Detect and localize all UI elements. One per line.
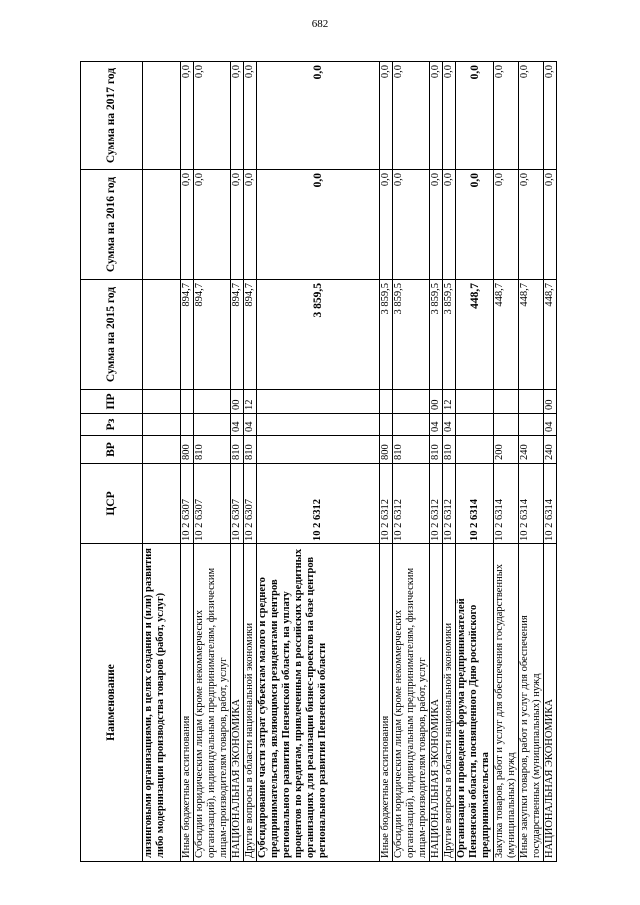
table-row (519, 62, 544, 862)
cell-sum-2016: 0,0 (393, 170, 430, 280)
cell-sum-2017: 0,0 (519, 62, 544, 170)
cell-sum-2015: 3 859,5 (430, 280, 443, 390)
cell-vr: 810 (443, 436, 456, 464)
header-name: Наименование (81, 544, 143, 862)
cell-rz (380, 414, 393, 436)
table-row (194, 62, 231, 862)
cell-rz: 04 (231, 414, 244, 436)
budget-table-container (80, 62, 566, 862)
cell-sum-2015: 448,7 (494, 280, 519, 390)
cell-rz: 04 (443, 414, 456, 436)
cell-name: Закупка товаров, работ и услуг для обеспечения государственных (муниципальных) нужд (494, 544, 519, 862)
cell-sum-2017: 0,0 (494, 62, 519, 170)
table-row (544, 62, 557, 862)
header-vr: ВР (81, 436, 143, 464)
cell-sum-2015: 3 859,5 (257, 280, 380, 390)
cell-sum-2017: 0,0 (544, 62, 557, 170)
cell-sum-2016: 0,0 (519, 170, 544, 280)
cell-vr: 810 (231, 436, 244, 464)
cell-vr: 800 (380, 436, 393, 464)
cell-sum-2017: 0,0 (393, 62, 430, 170)
cell-name: Иные бюджетные ассигнования (380, 544, 393, 862)
cell-vr: 810 (244, 436, 257, 464)
cell-pr (519, 390, 544, 414)
cell-csr: 10 2 6314 (544, 464, 557, 544)
table-row (244, 62, 257, 862)
cell-vr: 240 (519, 436, 544, 464)
cell-vr: 800 (181, 436, 194, 464)
cell-sum-2015: 448,7 (519, 280, 544, 390)
cell-pr (194, 390, 231, 414)
cell-sum-2017: 0,0 (231, 62, 244, 170)
cell-name: Субсидии юридическим лицам (кроме некоммерческих организаций), индивидуальным предпринимателям, физическим лицам-производителям товаров, работ, услуг (393, 544, 430, 862)
cell-pr (181, 390, 194, 414)
cell-sum-2017: 0,0 (244, 62, 257, 170)
budget-table (80, 61, 557, 862)
table-row (257, 62, 380, 862)
cell-sum-2017: 0,0 (430, 62, 443, 170)
cell-rz (494, 414, 519, 436)
cell-sum-2017: 0,0 (456, 62, 494, 170)
cell-sum-2015: 448,7 (544, 280, 557, 390)
cell-vr: 200 (494, 436, 519, 464)
cell-pr: 00 (231, 390, 244, 414)
cell-sum-2016: 0,0 (544, 170, 557, 280)
cell-name: Иные бюджетные ассигнования (181, 544, 194, 862)
cell-pr: 12 (443, 390, 456, 414)
cell-sum-2015: 3 859,5 (443, 280, 456, 390)
cell-rz: 04 (244, 414, 257, 436)
cell-rz: 04 (430, 414, 443, 436)
cell-csr: 10 2 6312 (393, 464, 430, 544)
cell-csr: 10 2 6312 (380, 464, 393, 544)
cell-sum-2016: 0,0 (231, 170, 244, 280)
cell-vr (257, 436, 380, 464)
cell-rz (181, 414, 194, 436)
cell-name: Субсидии юридическим лицам (кроме некоммерческих организаций), индивидуальным предпринимателям, физическим лицам-производителям товаров, работ, услуг (194, 544, 231, 862)
cell-sum-2015: 3 859,5 (380, 280, 393, 390)
cell-sum-2017: 0,0 (194, 62, 231, 170)
cell-pr (494, 390, 519, 414)
cell-sum-2016: 0,0 (494, 170, 519, 280)
cell-rz (456, 414, 494, 436)
cell-sum-2017 (143, 62, 181, 170)
cell-sum-2016: 0,0 (257, 170, 380, 280)
cell-name: Субсидирование части затрат субъектам малого и среднего предпринимательства, являющимся резидентами центров регионального развития Пензенской области, на уплату процентов по кредитам, привлеченным в российских кредитных организациях для реализации бизнес-проектов на базе центров регионального развития Пензенской области (257, 544, 380, 862)
table-row (430, 62, 443, 862)
cell-sum-2017: 0,0 (380, 62, 393, 170)
cell-csr: 10 2 6307 (244, 464, 257, 544)
cell-sum-2016: 0,0 (430, 170, 443, 280)
cell-pr: 00 (430, 390, 443, 414)
cell-pr: 00 (544, 390, 557, 414)
header-sum-2015: Сумма на 2015 год (81, 280, 143, 390)
cell-name: Иные закупки товаров, работ и услуг для обеспечения государственных (муниципальных) нужд (519, 544, 544, 862)
cell-sum-2016: 0,0 (194, 170, 231, 280)
cell-sum-2015: 3 859,5 (393, 280, 430, 390)
cell-pr (143, 390, 181, 414)
table-body (143, 62, 557, 862)
cell-sum-2016: 0,0 (181, 170, 194, 280)
cell-name: НАЦИОНАЛЬНАЯ ЭКОНОМИКА (544, 544, 557, 862)
cell-sum-2016: 0,0 (456, 170, 494, 280)
cell-name: НАЦИОНАЛЬНАЯ ЭКОНОМИКА (430, 544, 443, 862)
header-rz: Рз (81, 414, 143, 436)
table-row (494, 62, 519, 862)
cell-vr (456, 436, 494, 464)
cell-pr (393, 390, 430, 414)
cell-vr: 810 (194, 436, 231, 464)
page-number: 682 (311, 18, 329, 30)
cell-rz (194, 414, 231, 436)
cell-pr: 12 (244, 390, 257, 414)
table-header-row (81, 62, 143, 862)
cell-pr (456, 390, 494, 414)
cell-name: Другие вопросы в области национальной экономики (443, 544, 456, 862)
cell-name: лизинговыми организациями, в целях создания и (или) развития либо модернизации производства товаров (работ, услуг) (143, 544, 181, 862)
cell-name: Организация и проведение форума предпринимателей Пензенской области, посвященного Дню российского предпринимательства (456, 544, 494, 862)
cell-name: НАЦИОНАЛЬНАЯ ЭКОНОМИКА (231, 544, 244, 862)
cell-rz (393, 414, 430, 436)
cell-sum-2015: 894,7 (244, 280, 257, 390)
cell-sum-2015: 894,7 (181, 280, 194, 390)
cell-name: Другие вопросы в области национальной экономики (244, 544, 257, 862)
cell-csr: 10 2 6314 (494, 464, 519, 544)
cell-sum-2015: 894,7 (231, 280, 244, 390)
table-row (380, 62, 393, 862)
cell-rz (257, 414, 380, 436)
cell-pr (257, 390, 380, 414)
cell-csr: 10 2 6312 (257, 464, 380, 544)
cell-csr: 10 2 6307 (194, 464, 231, 544)
cell-vr: 810 (393, 436, 430, 464)
table-row (181, 62, 194, 862)
cell-sum-2015 (143, 280, 181, 390)
header-sum-2017: Сумма на 2017 год (81, 62, 143, 170)
cell-csr: 10 2 6314 (456, 464, 494, 544)
cell-sum-2016: 0,0 (443, 170, 456, 280)
cell-rz: 04 (544, 414, 557, 436)
cell-vr: 810 (430, 436, 443, 464)
table-row (443, 62, 456, 862)
cell-sum-2016: 0,0 (244, 170, 257, 280)
table-row (456, 62, 494, 862)
cell-csr: 10 2 6314 (519, 464, 544, 544)
cell-sum-2017: 0,0 (443, 62, 456, 170)
cell-csr: 10 2 6312 (430, 464, 443, 544)
header-csr: ЦСР (81, 464, 143, 544)
cell-sum-2016 (143, 170, 181, 280)
cell-csr: 10 2 6312 (443, 464, 456, 544)
cell-csr: 10 2 6307 (181, 464, 194, 544)
cell-csr (143, 464, 181, 544)
cell-sum-2017: 0,0 (257, 62, 380, 170)
cell-sum-2017: 0,0 (181, 62, 194, 170)
table-row (393, 62, 430, 862)
cell-rz (143, 414, 181, 436)
cell-rz (519, 414, 544, 436)
cell-sum-2015: 448,7 (456, 280, 494, 390)
table-row (143, 62, 181, 862)
cell-csr: 10 2 6307 (231, 464, 244, 544)
cell-sum-2015: 894,7 (194, 280, 231, 390)
header-sum-2016: Сумма на 2016 год (81, 170, 143, 280)
cell-vr: 240 (544, 436, 557, 464)
cell-sum-2016: 0,0 (380, 170, 393, 280)
cell-vr (143, 436, 181, 464)
table-row (231, 62, 244, 862)
header-pr: ПР (81, 390, 143, 414)
cell-pr (380, 390, 393, 414)
